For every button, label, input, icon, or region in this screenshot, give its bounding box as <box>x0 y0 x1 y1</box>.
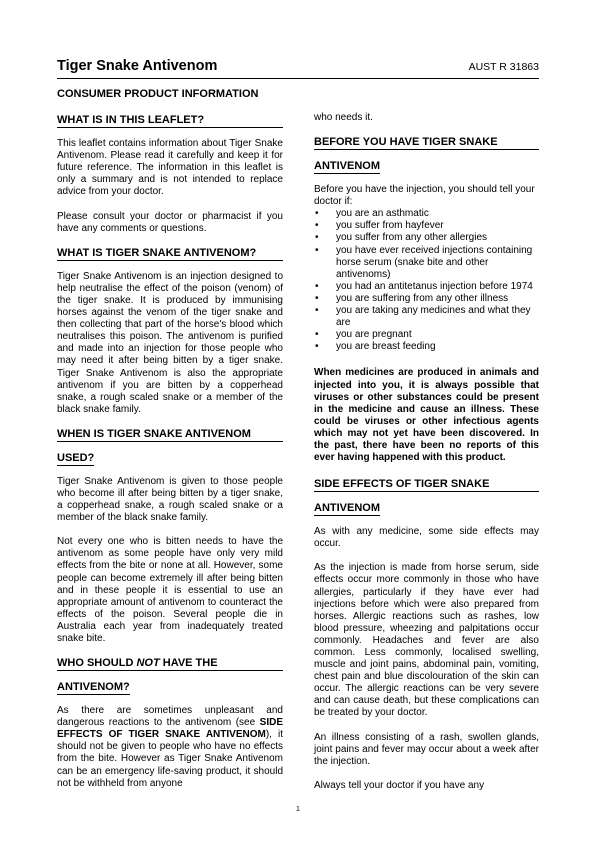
paragraph: As with any medicine, some side effects may occur. <box>314 526 539 550</box>
list-item: • you are pregnant <box>314 329 539 341</box>
section-heading-before: BEFORE YOU HAVE TIGER SNAKE ANTIVENOM <box>314 136 539 174</box>
section-heading-who-should-not: WHO SHOULD NOT HAVE THE ANTIVENOM? <box>57 657 283 695</box>
list-item: • you are breast feeding <box>314 341 539 353</box>
left-column <box>57 86 283 802</box>
page-number: 1 <box>296 806 300 813</box>
right-column <box>314 86 539 804</box>
list-item: • you had an antitetanus injection before 1974 <box>314 281 539 293</box>
section-heading-leaflet: WHAT IS IN THIS LEAFLET? <box>57 114 283 128</box>
list-item: • you suffer from hayfever <box>314 220 539 232</box>
paragraph: Before you have the injection, you should tell your doctor if: <box>314 184 535 208</box>
paragraph: As the injection is made from horse serum, side effects occur more commonly in those who have allergies, particularly if they have ever had injections before which were also prepared from horses. Allergic reactions such as rashes, low blood pressure, wheezing and palpitations occur commonly. Headaches and fever are also common. Less commonly, localised swelling, muscle and joint pains, abdominal pain, vomiting, chest pain and blue discolouration of the skin can occur. The allergic reactions can be very severe and can cause death, but these complications can be treated by your doctor. <box>314 562 539 719</box>
emphasis-not: NOT <box>136 657 160 670</box>
list-item: • you suffer from any other allergies <box>314 232 539 244</box>
bullet-list <box>314 208 539 353</box>
document-title: Tiger Snake Antivenom <box>57 58 218 74</box>
section-heading-what-is: WHAT IS TIGER SNAKE ANTIVENOM? <box>57 247 283 261</box>
list-item: • you have ever received injections containing horse serum (snake bite and other antivenoms) <box>314 245 539 281</box>
consumer-product-information-heading: CONSUMER PRODUCT INFORMATION <box>57 88 259 100</box>
paragraph: Not every one who is bitten needs to have the antivenom as some people have only very mild effects from the bite or none at all. However, some people can become extremely ill after being bitten and in these people it is essential to use an appropriate amount of antivenom to counteract the effects of the poison. Several people die in Australia each year from inadequately treated snake bite. <box>57 536 283 644</box>
list-item: • you are an asthmatic <box>314 208 539 220</box>
section-heading-when-used: WHEN IS TIGER SNAKE ANTIVENOM USED? <box>57 428 283 466</box>
list-item: • you are taking any medicines and what they are <box>314 305 539 329</box>
paragraph: This leaflet contains information about Tiger Snake Antivenom. Please read it carefully and keep it for future reference. The information in this leaflet is only a summary and is not intended to replace advice from your doctor. <box>57 138 283 198</box>
registration-number: AUST R 31863 <box>468 61 539 73</box>
cross-reference: SIDE EFFECTS OF TIGER SNAKE ANTIVENOM <box>57 717 283 741</box>
paragraph-continued: who needs it. <box>314 112 373 123</box>
warning-paragraph: When medicines are produced in animals and injected into you, it is always possible that viruses or other substances could be present in the medicine and cause an illness. These could be viruses or other infectious agents which may not yet have been discovered. In the past, there have been no reports of this ever having happened with this product. <box>314 367 539 464</box>
paragraph: As there are sometimes unpleasant and dangerous reactions to the antivenom (see SIDE EFFECTS OF TIGER SNAKE ANTIVENOM), it should not be given to people who have no effects from the bite. However as Tiger Snake Antivenom can be an emergency life-saving product, it should not be withheld from anyone <box>57 705 284 789</box>
section-heading-side-effects: SIDE EFFECTS OF TIGER SNAKE ANTIVENOM <box>314 478 539 516</box>
list-item: • you are suffering from any other illness <box>314 293 539 305</box>
paragraph: Please consult your doctor or pharmacist if you have any comments or questions. <box>57 210 283 234</box>
paragraph: Always tell your doctor if you have any <box>314 779 485 791</box>
paragraph: An illness consisting of a rash, swollen glands, joint pains and fever may occur about a week after the injection. <box>314 731 539 767</box>
page-header <box>57 54 539 79</box>
paragraph: Tiger Snake Antivenom is an injection designed to help neutralise the effect of the poison (venom) of the tiger snake. It is produced by immunising horses against the venom of the tiger snake and then collecting that part of the horse's blood which neutralises this poison. The antivenom is purified and made into an injection for those people who may need it after being bitten by a tiger snake. Tiger Snake Antivenom is also the appropriate antivenom if you are bitten by a copperhead snake, a rough scaled snake or a member of the black snake family. <box>57 270 283 415</box>
paragraph: Tiger Snake Antivenom is given to those people who become ill after being bitten by a tiger snake, a copperhead snake, a rough scaled snake or a member of the black snake family. <box>57 475 283 524</box>
